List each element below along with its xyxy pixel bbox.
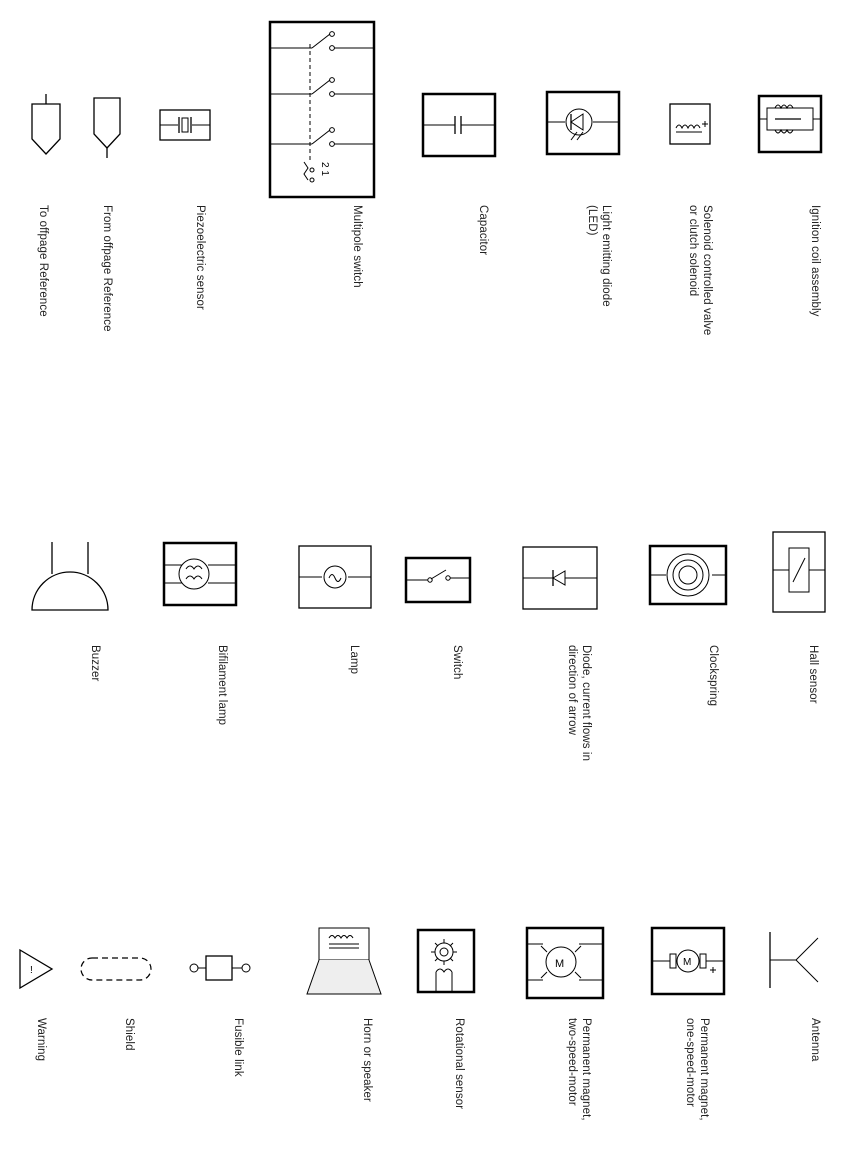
pm-one-speed-motor-symbol bbox=[650, 926, 726, 996]
piezoelectric-sensor-label: Piezoelectric sensor bbox=[194, 205, 206, 310]
ignition-coil-symbol bbox=[757, 94, 823, 154]
led-label: Light emitting diode (LED) bbox=[586, 205, 612, 307]
switch-symbol bbox=[404, 556, 472, 604]
to-offpage-reference-symbol bbox=[28, 94, 64, 160]
to-offpage-reference-label: To offpage Reference bbox=[37, 205, 49, 317]
lamp-label: Lamp bbox=[348, 645, 360, 675]
piezoelectric-sensor-symbol bbox=[158, 108, 212, 142]
led-symbol bbox=[545, 90, 621, 156]
one-speed-motor-mark: M bbox=[683, 957, 692, 968]
pm-two-speed-motor-label: Permanent magnet, two-speed-motor bbox=[566, 1018, 592, 1121]
buzzer-label: Buzzer bbox=[89, 645, 101, 682]
multipole-switch-position-marks: 2 1 bbox=[319, 162, 330, 176]
rotational-sensor-label: Rotational sensor bbox=[453, 1018, 465, 1110]
horn-speaker-label: Horn or speaker bbox=[361, 1018, 373, 1102]
pm-two-speed-motor-symbol bbox=[525, 926, 605, 1000]
clockspring-symbol bbox=[648, 544, 728, 606]
antenna-label: Antenna bbox=[809, 1018, 821, 1062]
bifilament-lamp-label: Bifilament lamp bbox=[216, 645, 228, 726]
shield-label: Shield bbox=[123, 1018, 135, 1051]
ignition-coil-label: Ignition coil assembly bbox=[809, 205, 821, 317]
warning-symbol bbox=[16, 948, 56, 990]
solenoid-valve-symbol bbox=[668, 102, 712, 146]
from-offpage-reference-symbol bbox=[92, 96, 122, 162]
lamp-symbol bbox=[297, 544, 373, 610]
fusible-link-symbol bbox=[186, 950, 256, 986]
fusible-link-label: Fusible link bbox=[232, 1018, 244, 1077]
switch-label: Switch bbox=[451, 645, 463, 680]
hall-sensor-label: Hall sensor bbox=[807, 645, 819, 704]
warning-mark: ! bbox=[30, 965, 33, 976]
clockspring-label: Clockspring bbox=[707, 645, 719, 707]
horn-speaker-symbol bbox=[305, 926, 383, 998]
solenoid-valve-label: Solenoid controlled valve or clutch solenoid bbox=[687, 205, 713, 336]
two-speed-motor-mark: M bbox=[555, 958, 565, 970]
rotational-sensor-symbol bbox=[416, 928, 476, 994]
multipole-switch-symbol bbox=[268, 20, 378, 200]
warning-label: Warning bbox=[35, 1018, 47, 1062]
capacitor-label: Capacitor bbox=[477, 205, 489, 256]
shield-symbol bbox=[80, 956, 152, 982]
diode-symbol bbox=[521, 545, 599, 611]
from-offpage-reference-label: From offpage Reference bbox=[101, 205, 113, 332]
antenna-symbol bbox=[768, 930, 824, 990]
bifilament-lamp-symbol bbox=[162, 541, 238, 607]
diode-label: Diode, current flows in direction of arrow bbox=[566, 645, 592, 762]
pm-one-speed-motor-label: Permanent magnet, one-speed-motor bbox=[684, 1018, 710, 1121]
multipole-switch-label: Multipole switch bbox=[351, 205, 363, 288]
buzzer-symbol bbox=[30, 540, 110, 614]
capacitor-symbol bbox=[421, 92, 497, 158]
hall-sensor-symbol bbox=[771, 530, 827, 614]
